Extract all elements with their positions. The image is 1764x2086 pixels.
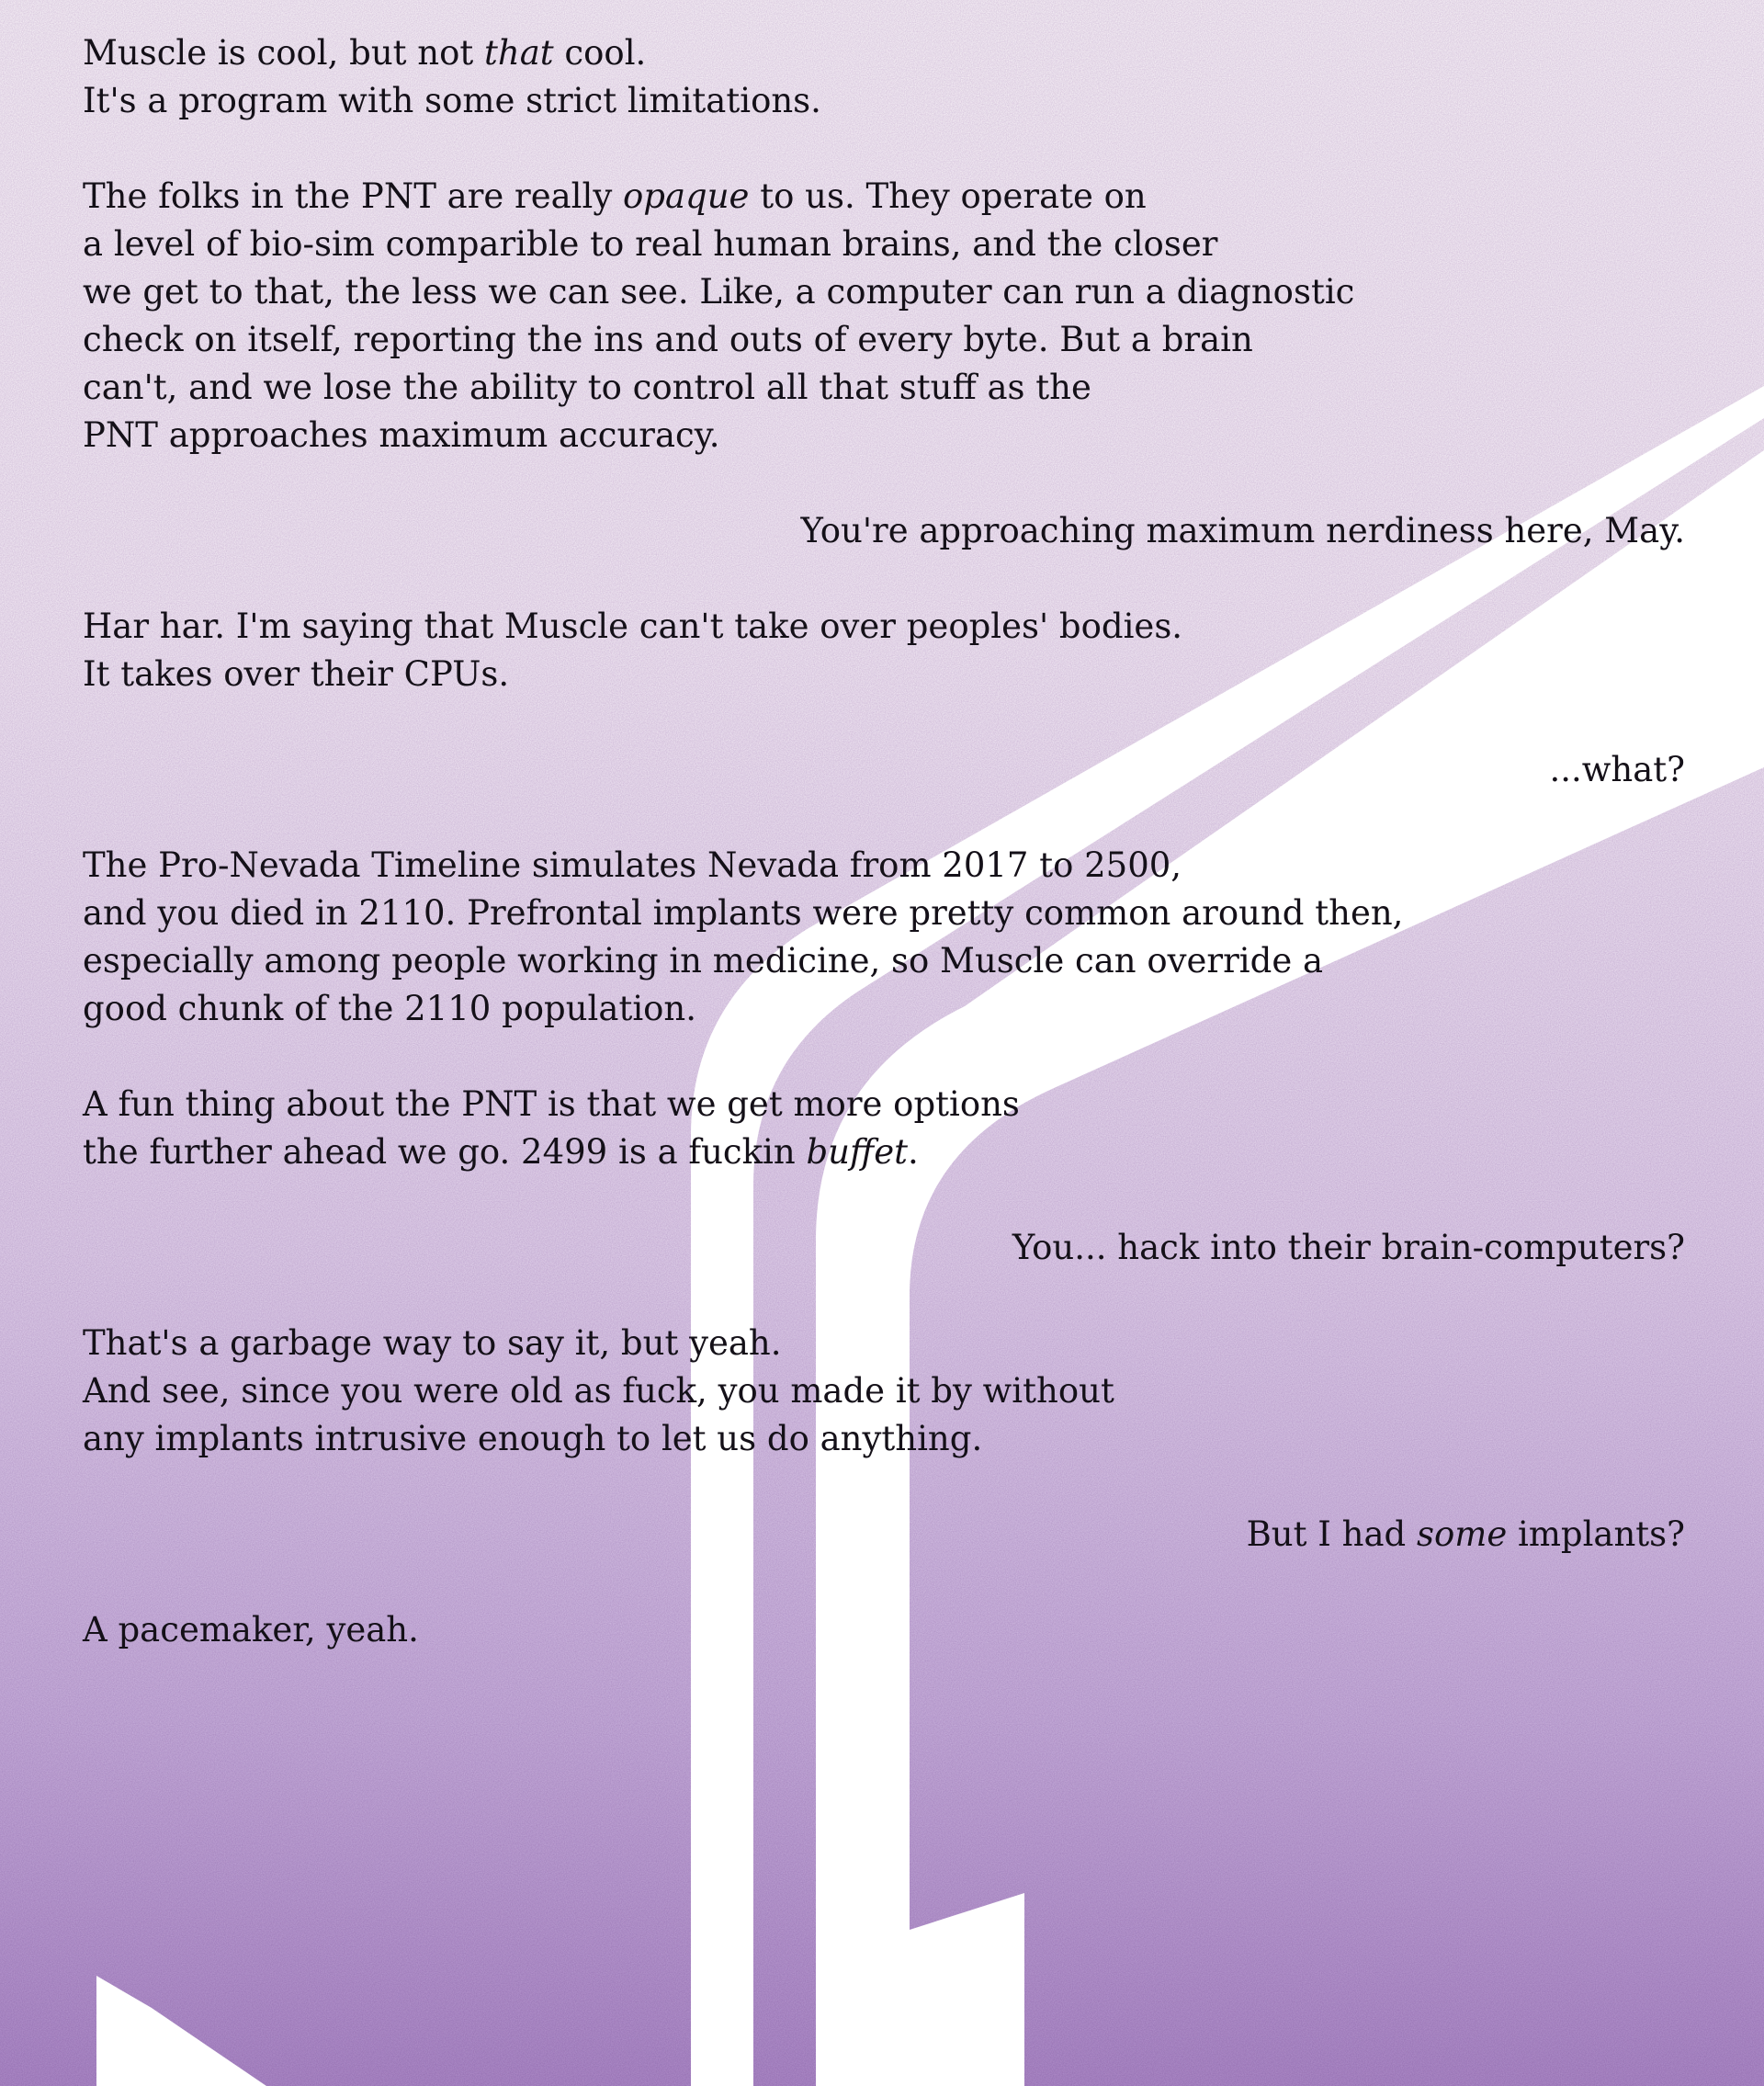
emphasized-text: opaque (623, 176, 750, 216)
message-line (83, 221, 1685, 268)
message-line (83, 746, 1685, 794)
emphasized-text: some (1416, 1514, 1508, 1554)
text-segment: the further ahead we go. 2499 is a fuckin (83, 1132, 807, 1172)
message-left (83, 1320, 1685, 1463)
message-right (83, 1224, 1685, 1272)
message-line (83, 1415, 1685, 1463)
text-segment: to us. They operate on (749, 176, 1147, 216)
text-segment: You're approaching maximum nerdiness here, May. (800, 511, 1685, 550)
message-line (83, 364, 1685, 412)
message-line (83, 77, 1685, 125)
text-segment: And see, since you were old as fuck, you made it by without (83, 1371, 1114, 1411)
text-segment: It's a program with some strict limitations. (83, 81, 821, 120)
message-line (83, 507, 1685, 555)
message-line (83, 29, 1685, 77)
message-line (83, 842, 1685, 890)
message-right (83, 1511, 1685, 1559)
message-line (83, 890, 1685, 937)
text-segment: ...what? (1549, 750, 1685, 789)
message-line (83, 937, 1685, 985)
message-left (83, 1081, 1685, 1176)
text-segment: A fun thing about the PNT is that we get more options (83, 1084, 1020, 1124)
emphasized-text: that (484, 33, 554, 73)
message-line (83, 1081, 1685, 1128)
text-segment: a level of bio-sim comparible to real human brains, and the closer (83, 224, 1218, 264)
message-line (83, 1128, 1685, 1176)
message-left (83, 173, 1685, 459)
message-left (83, 603, 1685, 698)
message-line (83, 651, 1685, 698)
text-segment: But I had (1246, 1514, 1417, 1554)
message-left (83, 842, 1685, 1033)
text-segment: It takes over their CPUs. (83, 654, 510, 694)
message-line (83, 316, 1685, 364)
message-line (83, 1367, 1685, 1415)
text-segment: The folks in the PNT are really (83, 176, 624, 216)
text-segment: can't, and we lose the ability to control all that stuff as the (83, 368, 1091, 407)
message-line (83, 412, 1685, 459)
message-right (83, 507, 1685, 555)
text-segment: Muscle is cool, but not (83, 33, 485, 73)
text-segment: PNT approaches maximum accuracy. (83, 415, 720, 455)
text-segment: implants? (1507, 1514, 1685, 1554)
text-segment: A pacemaker, yeah. (83, 1610, 419, 1650)
text-segment: and you died in 2110. Prefrontal implants were pretty common around then, (83, 893, 1404, 933)
text-segment: That's a garbage way to say it, but yeah. (83, 1323, 782, 1363)
text-segment: any implants intrusive enough to let us do anything. (83, 1419, 983, 1458)
message-line (83, 1320, 1685, 1367)
message-left (83, 29, 1685, 125)
text-segment: Har har. I'm saying that Muscle can't take over peoples' bodies. (83, 607, 1183, 646)
message-line (83, 1606, 1685, 1654)
dialogue (83, 29, 1685, 1702)
message-line (83, 173, 1685, 221)
text-segment: good chunk of the 2110 population. (83, 989, 697, 1028)
message-line (83, 1511, 1685, 1559)
message-line (83, 268, 1685, 316)
text-segment: cool. (553, 33, 647, 73)
message-line (83, 603, 1685, 651)
message-line (83, 1224, 1685, 1272)
message-line (83, 985, 1685, 1033)
emphasized-text: buffet (806, 1132, 908, 1172)
text-segment: The Pro-Nevada Timeline simulates Nevada from 2017 to 2500, (83, 845, 1182, 885)
text-segment: You... hack into their brain-computers? (1012, 1228, 1685, 1267)
text-segment: we get to that, the less we can see. Like, a computer can run a diagnostic (83, 272, 1355, 312)
message-left (83, 1606, 1685, 1654)
text-segment: . (907, 1132, 919, 1172)
text-segment: especially among people working in medicine, so Muscle can override a (83, 941, 1324, 981)
text-segment: check on itself, reporting the ins and outs of every byte. But a brain (83, 320, 1253, 359)
stripe-bottom-left (96, 1976, 266, 2086)
message-right (83, 746, 1685, 794)
